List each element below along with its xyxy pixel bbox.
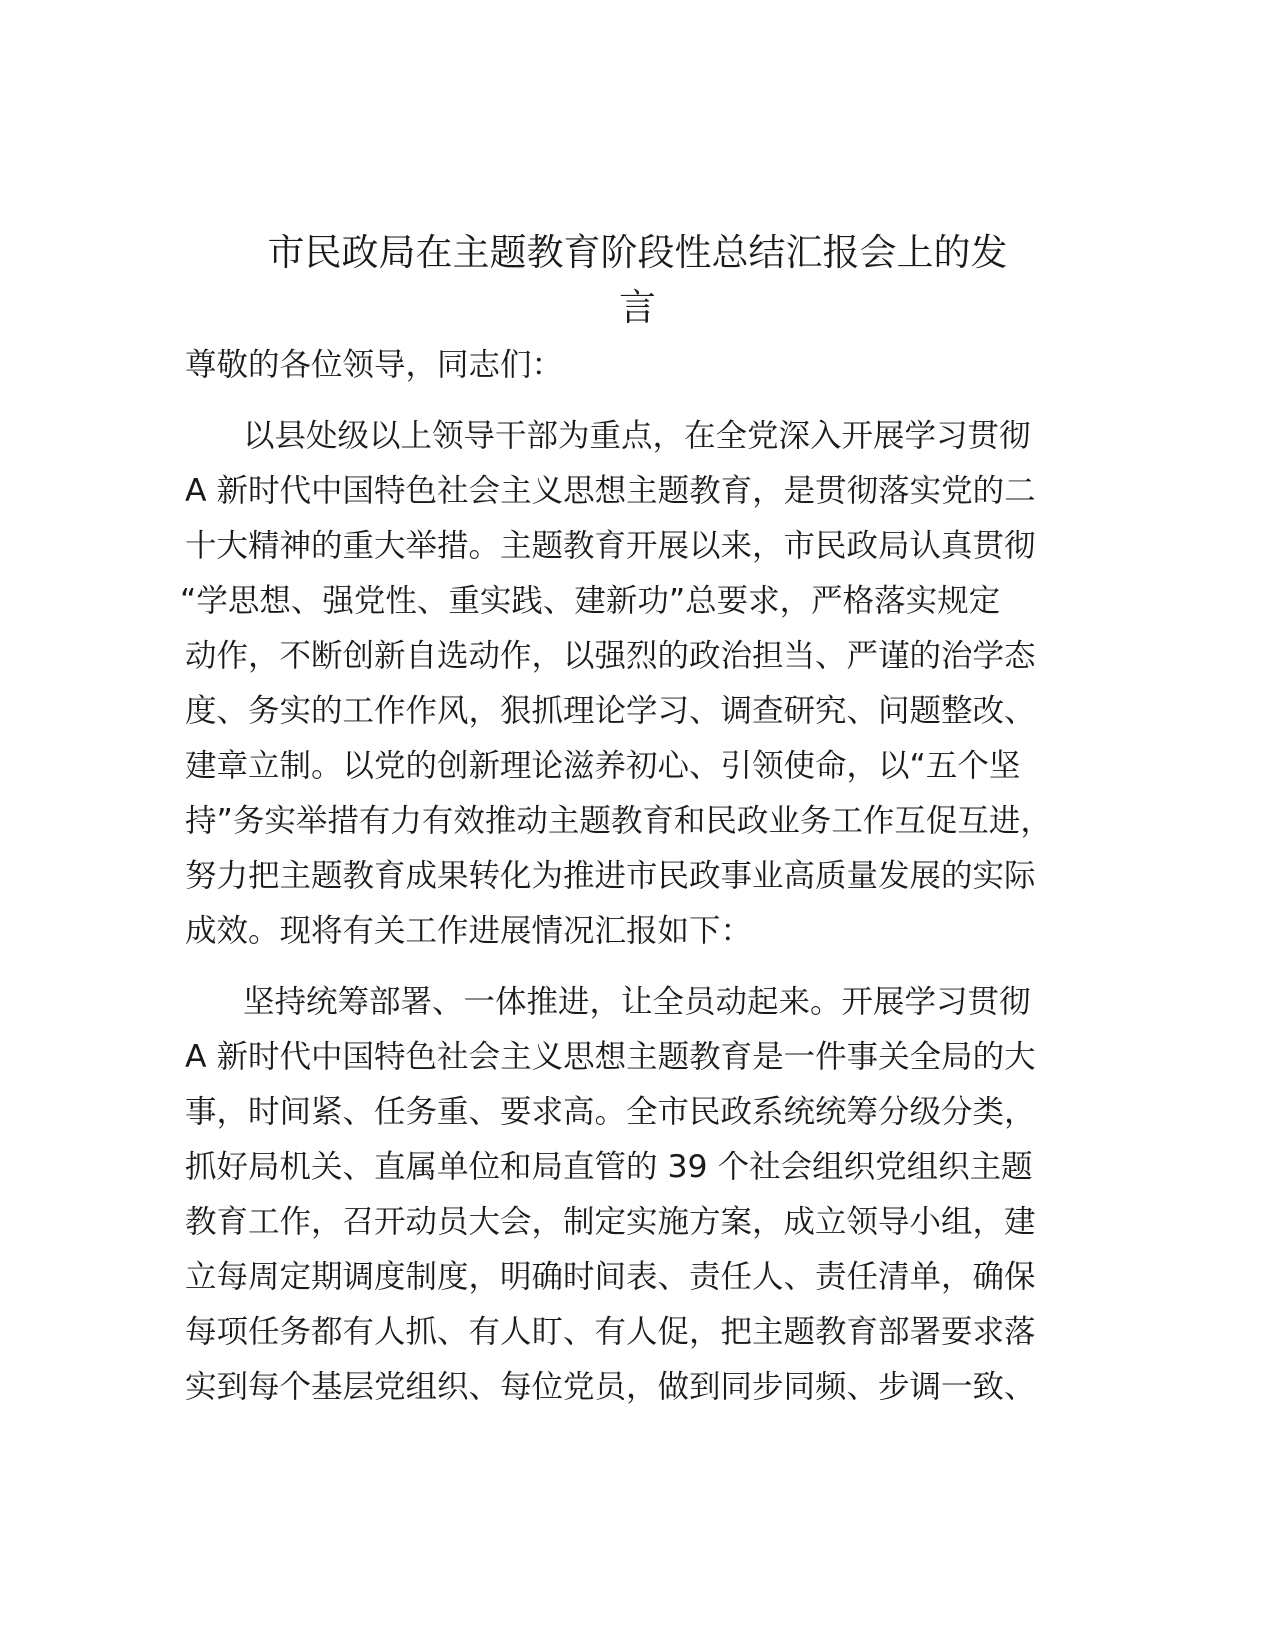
paragraph-2-line: 每项任务都有人抓、有人盯、有人促，把主题教育部署要求落 (185, 1314, 1036, 1350)
document-title-line-2: 言 (619, 286, 656, 329)
paragraph-1-line: “学思想、强党性、重实践、建新功”总要求，严格落实规定 (180, 583, 1001, 619)
paragraph-1-line: 持”务实举措有力有效推动主题教育和民政业务工作互促互进， (185, 803, 1052, 839)
paragraph-2-line: 抓好局机关、直属单位和局直管的 39 个社会组织党组织主题 (185, 1149, 1033, 1185)
paragraph-2-line: 实到每个基层党组织、每位党员，做到同步同频、步调一致、 (185, 1369, 1036, 1405)
paragraph-2-line: 事，时间紧、任务重、要求高。全市民政系统统筹分级分类， (185, 1094, 1036, 1130)
paragraph-1-line: 以县处级以上领导干部为重点，在全党深入开展学习贯彻 (243, 418, 1031, 454)
paragraph-1-line: 十大精神的重大举措。主题教育开展以来，市民政局认真贯彻 (185, 528, 1036, 564)
paragraph-1-line: 度、务实的工作作风，狠抓理论学习、调查研究、问题整改、 (185, 693, 1036, 729)
paragraph-2-line: A 新时代中国特色社会主义思想主题教育是一件事关全局的大 (185, 1039, 1036, 1075)
paragraph-1-line: 努力把主题教育成果转化为推进市民政事业高质量发展的实际 (185, 858, 1036, 894)
paragraph-2-line: 立每周定期调度制度，明确时间表、责任人、责任清单，确保 (185, 1259, 1036, 1295)
paragraph-2-line: 教育工作，召开动员大会，制定实施方案，成立领导小组，建 (185, 1204, 1036, 1240)
salutation: 尊敬的各位领导，同志们： (185, 347, 564, 383)
paragraph-2-line: 坚持统筹部署、一体推进，让全员动起来。开展学习贯彻 (243, 984, 1031, 1020)
paragraph-1-line: 动作，不断创新自选动作，以强烈的政治担当、严谨的治学态 (185, 638, 1036, 674)
paragraph-1-line: 成效。现将有关工作进展情况汇报如下： (185, 913, 753, 949)
paragraph-1-line: A 新时代中国特色社会主义思想主题教育，是贯彻落实党的二 (185, 473, 1036, 509)
paragraph-1-line: 建章立制。以党的创新理论滋养初心、引领使命，以“五个坚 (185, 748, 1021, 784)
document-title-line-1: 市民政局在主题教育阶段性总结汇报会上的发 (267, 231, 1008, 274)
